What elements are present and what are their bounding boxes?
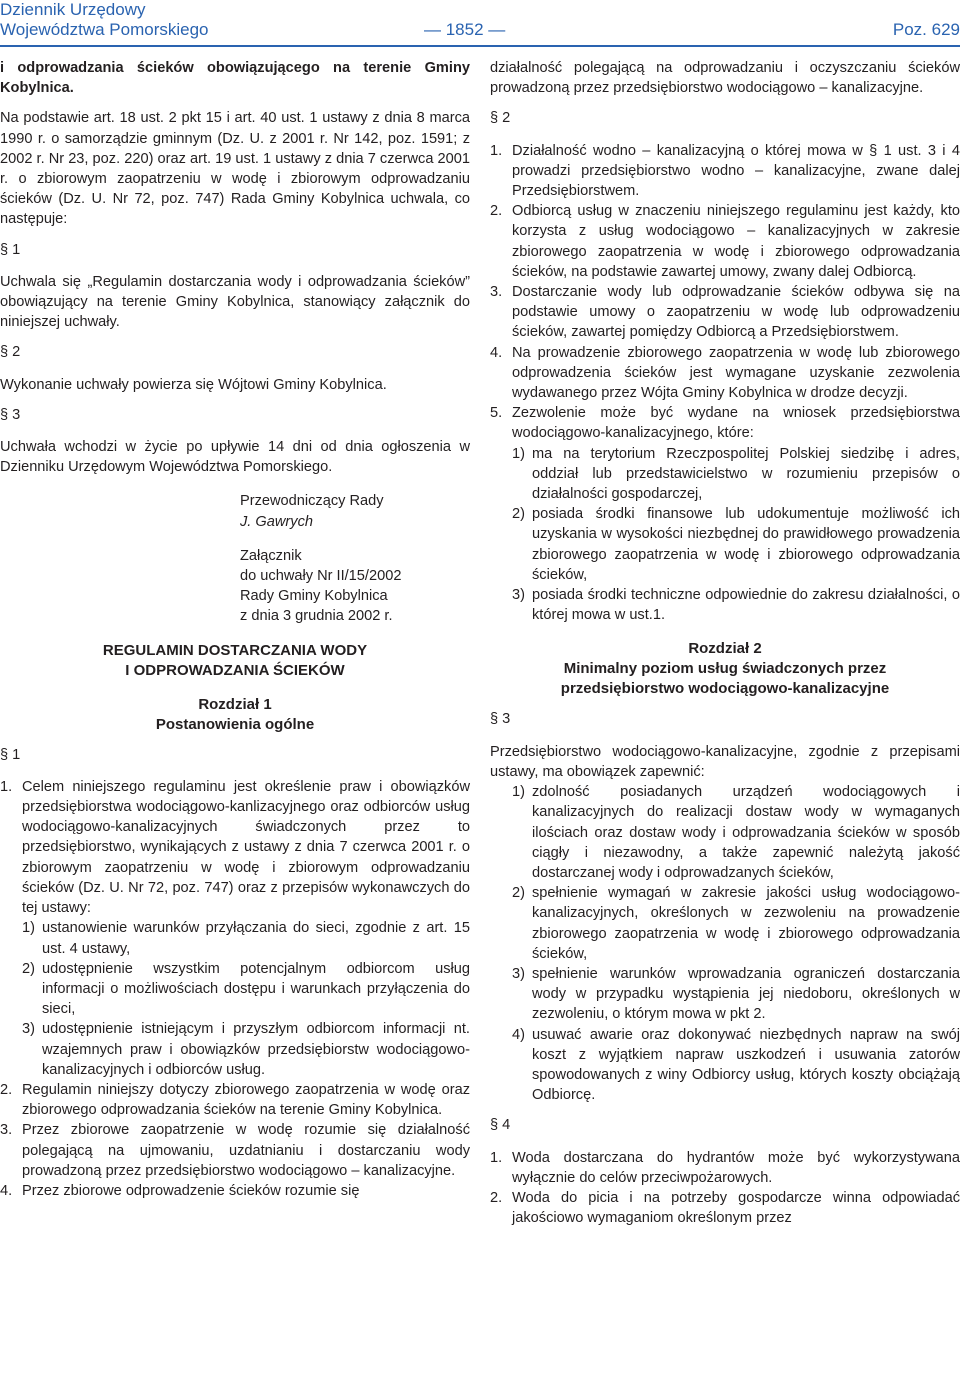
- list-item-text: usuwać awarie oraz dokonywać niezbędnych napraw na swój koszt z wyjątkiem napraw uszkodzeń i usuwania zatorów spowodowanych z winy Odbiorcy usług, których koszty obciążają Odbiorcę.: [532, 1026, 960, 1104]
- list-item: [490, 1025, 960, 1106]
- chapter-1-subtitle: Postanowienia ogólne: [155, 715, 315, 733]
- list-item-text: spełnienie wymagań w zakresie jakości usług wodociągowo-kanalizacyjnych, określonych w zezwoleniu na prowadzenie zbiorowego zaopatrzenia w wodę i zbiorowego odprowadzania ścieków,: [532, 885, 960, 962]
- clause-text: Woda dostarczana do hydrantów może być wykorzystywana wyłącznie do celów przeciwpożarowych.: [512, 1149, 960, 1186]
- attachment-council: Rady Gminy Kobylnica: [240, 588, 388, 605]
- page-header: [0, 0, 960, 48]
- list-item-number: 3): [22, 1021, 35, 1038]
- clause-number: 3.: [490, 284, 503, 301]
- clause-number: 2.: [490, 203, 503, 220]
- attachment-label: Załącznik: [240, 547, 302, 564]
- list-item-text: spełnienie warunków wprowadzania ograniczeń dostarczania wody w przypadku wystąpienia jej niedoboru, określonych w zezwoleniu, o którym mowa w pkt 2.: [532, 965, 960, 1023]
- clause-number: 3.: [0, 1122, 13, 1139]
- clause-1: [0, 777, 470, 918]
- list-item: [490, 585, 960, 625]
- list-item: [490, 444, 960, 505]
- list-item-text: ma na terytorium Rzeczpospolitej Polskiej siedzibę i adres, oddział lub przedstawicielstwo w rozumieniu przepisów o działalności gospodarczej,: [532, 445, 960, 503]
- right-column: [490, 58, 960, 1228]
- signature-role: Przewodniczący Rady: [240, 493, 384, 510]
- list-item: [0, 918, 470, 958]
- list-item-text: posiada środki finansowe lub udokumentuje możliwość ich uzyskania w wysokości niezbędnej do prawidłowego prowadzenia zbiorowego zaopatrzenia w wodę i zbiorowego odprowadzania ścieków,: [532, 506, 960, 583]
- section-1-text: Uchwala się „Regulamin dostarczania wody i odprowadzania ścieków” obowiązujący na terenie Gminy Kobylnica, stanowiący załącznik do niniejszej uchwały.: [0, 273, 470, 331]
- section-3-text: Uchwała wchodzi w życie po upływie 14 dni od dnia ogłoszenia w Dzienniku Urzędowym Województwa Pomorskiego.: [0, 439, 470, 476]
- left-column: [0, 58, 470, 1201]
- clause-1: [490, 1148, 960, 1188]
- chapter-2-subtitle-line1: Minimalny poziom usług świadczonych przez: [563, 660, 887, 678]
- section-1-heading: § 1: [0, 241, 21, 258]
- signature-name: J. Gawrych: [240, 513, 313, 530]
- attachment-resolution: do uchwały Nr II/15/2002: [240, 568, 402, 585]
- list-item-number: 3): [512, 587, 525, 604]
- clause-3: [0, 1120, 470, 1181]
- list-item-text: udostępnienie istniejącym i przyszłym odbiorcom informacji nt. wzajemnych praw i obowiązków przedsiębiorstw wodociągowo-kanalizacyjnych i odbiorców usług.: [42, 1021, 470, 1078]
- clause-number: 5.: [490, 405, 503, 422]
- clause-text: Regulamin niniejszy dotyczy zbiorowego zaopatrzenia w wodę oraz zbiorowego odprowadzania ścieków na terenie Gminy Kobylnica.: [22, 1081, 470, 1119]
- list-item-number: 2): [22, 960, 35, 977]
- position-number: Poz. 629: [892, 20, 960, 39]
- section-3-heading: § 3: [490, 711, 511, 728]
- clause-text: Przez zbiorowe odprowadzenie ścieków rozumie się: [22, 1182, 360, 1199]
- header-rule: [0, 45, 960, 47]
- clause-2: [0, 1080, 470, 1120]
- clause-text: Woda do picia i na potrzeby gospodarcze winna odpowiadać jakościowo wymaganiom określonym przez: [512, 1189, 960, 1227]
- page-number: — 1852 —: [424, 20, 506, 39]
- clause-number: 1.: [0, 778, 13, 795]
- clause-text: Odbiorcą usług w znaczeniu niniejszego regulaminu jest każdy, kto korzysta z usług wodociągowo – kanalizacyjnych w zakresie zbiorowego zaopatrzenia w wodę i zbiorowego odprowadzania ścieków, na podstawie zawartej umowy, zwany dalej Odbiorcą.: [512, 203, 960, 280]
- list-item: [490, 782, 960, 883]
- section-2-text: Wykonanie uchwały powierza się Wójtowi Gminy Kobylnica.: [0, 376, 387, 393]
- section-4-heading: § 4: [490, 1117, 511, 1134]
- list-item-text: posiada środki techniczne odpowiednie do zakresu działalności, o której mowa w ust.1.: [532, 587, 960, 624]
- section-2-heading: § 2: [490, 110, 511, 127]
- chapter-2-title: Rozdział 2: [688, 640, 762, 658]
- clause-number: 1.: [490, 1149, 503, 1166]
- clause-text: Dostarczanie wody lub odprowadzanie ścieków odbywa się na podstawie umowy o zaopatrzeniu w wodę lub odprowadzeniu ścieków, zawartej pomiędzy Odbiorcą a Przedsiębiorstwem.: [512, 284, 960, 341]
- clause-number: 2.: [490, 1189, 503, 1206]
- clause-4: [490, 343, 960, 404]
- journal-title-line2: Województwa Pomorskiego: [0, 20, 209, 39]
- journal-title: [0, 0, 209, 40]
- clause-text: Na prowadzenie zbiorowego zaopatrzenia w wodę lub zbiorowego odprowadzenia ścieków jest wymagane uzyskanie zezwolenia wydawanego przez Wójta Gminy Kobylnica w drodze decyzji.: [512, 344, 960, 402]
- attachment-date: z dnia 3 grudnia 2002 r.: [240, 608, 393, 625]
- journal-title-line1: Dziennik Urzędowy: [0, 0, 146, 19]
- list-item-text: udostępnienie wszystkim potencjalnym odbiorcom usług informacji o możliwościach dostępu i warunkach przyłączenia do sieci,: [42, 960, 470, 1018]
- clause-number: 2.: [0, 1081, 13, 1098]
- clause-number: 1.: [490, 142, 503, 159]
- list-item-number: 1): [512, 445, 525, 462]
- list-item-number: 1): [22, 920, 35, 937]
- list-item: [0, 959, 470, 1020]
- chapter-1-title: Rozdział 1: [198, 695, 272, 713]
- list-item-text: ustanowienie warunków przyłączania do sieci, zgodnie z art. 15 ust. 4 ustawy,: [42, 920, 470, 957]
- clause-2: [490, 1188, 960, 1228]
- regulation-title-line2: I ODPROWADZANIA ŚCIEKÓW: [125, 661, 345, 679]
- section-3-heading: § 3: [0, 406, 21, 423]
- section-3-text: Przedsiębiorstwo wodociągowo-kanalizacyjne, zgodnie z przepisami ustawy, ma obowiązek zapewnić:: [490, 743, 960, 780]
- list-item: [490, 883, 960, 964]
- list-item-number: 1): [512, 784, 525, 801]
- clause-text: Zezwolenie może być wydane na wniosek przedsiębiorstwa wodociągowo-kanalizacyjnego, które:: [512, 405, 960, 442]
- clause-text: Działalność wodno – kanalizacyjną o której mowa w § 1 ust. 3 i 4 prowadzi przedsiębiorstwo wodno – kanalizacyjne, zwane dalej Przedsiębiorstwem.: [512, 142, 960, 200]
- chapter-2-subtitle-line2: przedsiębiorstwo wodociągowo-kanalizacyjne: [560, 680, 890, 698]
- continued-text: działalność polegającą na odprowadzaniu i oczyszczaniu ścieków prowadzoną przez przedsiębiorstwo wodociągowo – kanalizacyjne.: [490, 60, 960, 97]
- list-item-text: zdolność posiadanych urządzeń wodociągowych i kanalizacyjnych do realizacji dostaw wody w wymaganych ilościach oraz dostaw wody i odprowadzania ścieków w sposób ciągły i niezawodny, a także zapewnić należytą jakość dostarczanej wody i odprowadzanych ścieków,: [532, 784, 960, 881]
- clause-1: [490, 141, 960, 202]
- clause-4: [0, 1181, 470, 1201]
- list-item: [490, 964, 960, 1025]
- intro-text: Na podstawie art. 18 ust. 2 pkt 15 i art. 40 ust. 1 ustawy z dnia 8 marca 1990 r. o samorządzie gminnym (Dz. U. z 2001 r. Nr 142, poz. 1591; z 2002 r. Nr 23, poz. 220) oraz art. 19 ust. 1 ustawy z dnia 7 czerwca 2001 r. o zbiorowym zaopatrzeniu w wodę i zbiorowym odprowadzaniu ścieków (Dz. U. Nr 72, poz. 747) Rada Gminy Kobylnica uchwala, co następuje:: [0, 110, 470, 228]
- clause-number: 4.: [490, 344, 503, 361]
- regulation-title-line1: REGULAMIN DOSTARCZANIA WODY: [102, 641, 368, 659]
- list-item-number: 4): [512, 1026, 525, 1043]
- clause-text: Przez zbiorowe zaopatrzenie w wodę rozumie się działalność polegającą na ujmowaniu, uzdatnianiu i dostarczaniu wody prowadzoną przez przedsiębiorstwo wodociągowo – kanalizacyjne.: [22, 1122, 470, 1179]
- clause-text: Celem niniejszego regulaminu jest określenie praw i obowiązków przedsiębiorstwa wodociągowo-kanlizacyjnego oraz odbiorców usług wodociągowo-kanalizacyjnych świadczonych przez to przedsiębiorstwo, wynikających z ustawy z dnia 7 czerwca 2001 r. o zbiorowym zaopatrzeniu w wodę i zbiorowym odprowadzaniu ścieków (Dz. U. Nr 72, poz. 747) oraz z przepisów wykonawczych do tej ustawy:: [22, 778, 470, 917]
- section-2-heading: § 2: [0, 344, 21, 361]
- list-item: [490, 504, 960, 585]
- clause-2: [490, 201, 960, 282]
- list-item-number: 2): [512, 885, 525, 902]
- list-item-number: 2): [512, 506, 525, 523]
- list-item-number: 3): [512, 965, 525, 982]
- clause-3: [490, 282, 960, 343]
- clause-5: [490, 403, 960, 443]
- list-item: [0, 1019, 470, 1080]
- chapter-1-section-1-heading: § 1: [0, 746, 21, 763]
- intro-title: i odprowadzania ścieków obowiązującego na terenie Gminy Kobylnica.: [0, 60, 470, 97]
- clause-number: 4.: [0, 1182, 13, 1199]
